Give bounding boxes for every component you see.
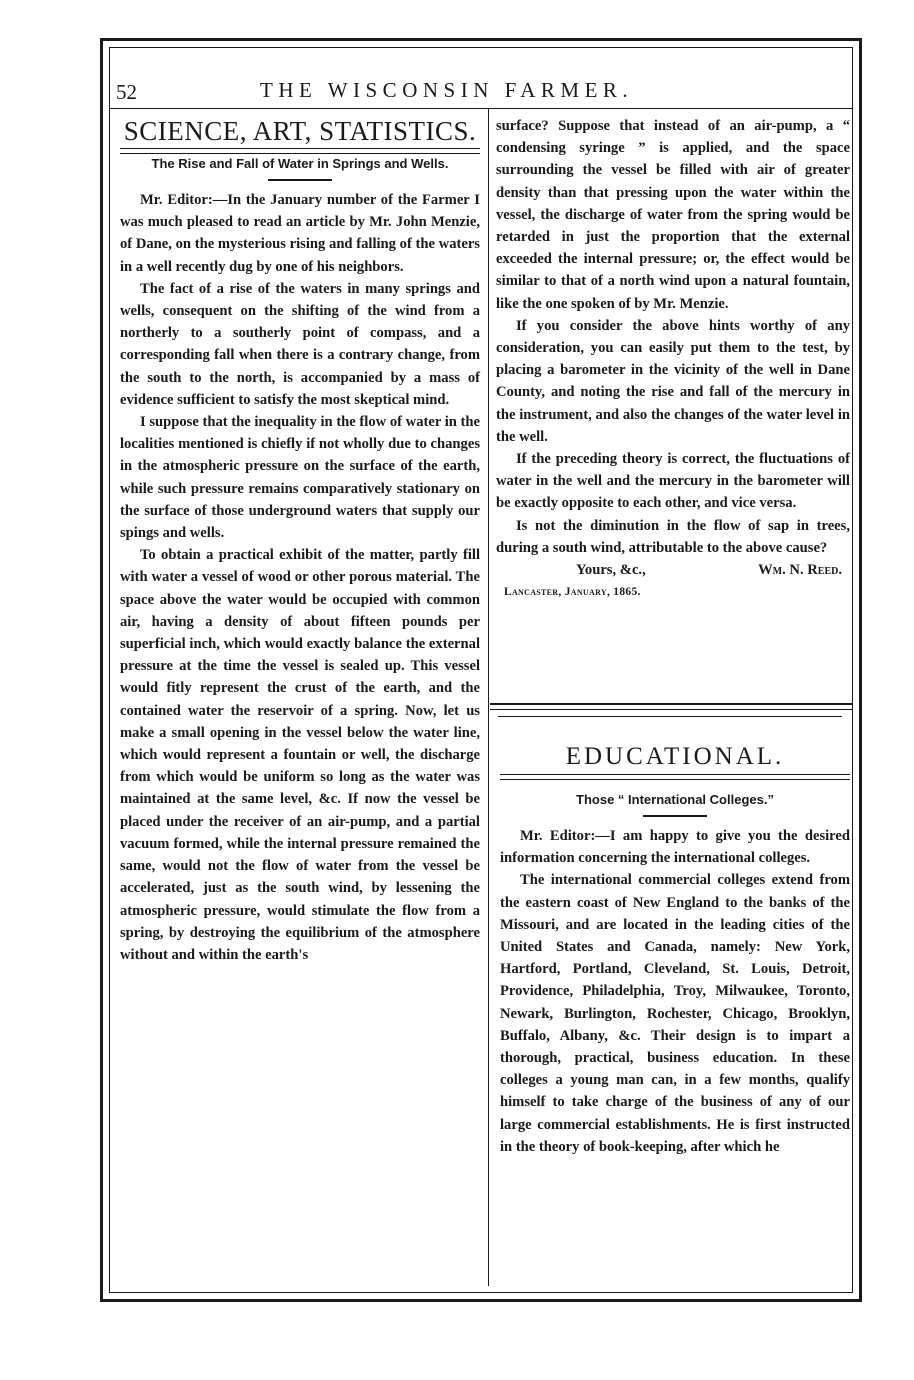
running-head	[110, 74, 852, 108]
section-heading-science: SCIENCE, ART, STATISTICS.	[123, 116, 477, 146]
paragraph: Is not the diminution in the flow of sap in trees, during a south wind, attributable to the above cause?	[496, 517, 850, 556]
column-divider	[488, 109, 489, 1286]
section-rule	[500, 774, 850, 780]
paragraph: surface? Suppose that instead of an air-pump, a “ condensing syringe ” is applied, and the space surrounding the vessel be filled with air of greater density than that pressing upon the water within the vessel, the discharge of water from the spring would be retarded in just the proportion that the external exceeded the internal pressure; or, the effect would be similar to that of a north wind upon a natural fountain, like the one spoken of by Mr. Menzie.	[496, 118, 850, 312]
article-title-springs: The Rise and Fall of Water in Springs and Wells.	[151, 156, 449, 171]
closing: Yours, &c.,	[576, 562, 646, 579]
paragraph: To obtain a practical exhibit of the matter, partly fill with water a vessel of wood or other porous material. The space above the water would be occupied with common air, having a density of about fifteen pounds per superficial inch, which would exactly balance the external pressure at the time the vessel is sealed up. This vessel would fitly represent the crust of the earth, and the contained water the reservoir of a spring. Now, let us make a small opening in the vessel below the water line, which would represent a fountain or well, the discharge from which would be uniform so long as the water was maintained at the same level, &c. If now the vessel be placed under the receiver of an air-pump, and a partial vacuum formed, while the internal pressure remained the same, would not the flow of water from the vessel be accelerated, just as the south wind, by lessening the atmospheric pressure, would stimulate the flow from a spring, by destroying the equilibrium of the atmosphere without and within the earth's	[120, 547, 480, 963]
title-rule	[643, 815, 707, 817]
paragraph: Mr. Editor:—I am happy to give you the desired information concerning the international colleges.	[500, 828, 850, 867]
paragraph: If the preceding theory is correct, the fluctuations of water in the well and the mercury in the barometer will be exactly opposite to each other, and vice versa.	[496, 451, 850, 512]
paragraph: I suppose that the inequality in the flow of water in the localities mentioned is chiefly if not wholly due to changes in the atmospheric pressure on the surface of the earth, while such pressure remains comparatively stationary on the surface of those underground waters that supply our spings and wells.	[120, 414, 480, 542]
journal-title: THE WISCONSIN FARMER.	[260, 78, 634, 102]
paragraph: If you consider the above hints worthy of any consideration, you can easily put them to the test, by placing a barometer in the vicinity of the well in Dane County, and noting the rise and fall of the mercury in the instrument, and also the changes of the water level in the well.	[496, 317, 850, 445]
article-title-colleges: Those “ International Colleges.”	[576, 792, 774, 807]
paragraph: The international commercial colleges extend from the eastern coast of New England to the banks of the Missouri, and are located in the leading cities of the United States and Canada, namely: New York, Hartford, Portland, Cleveland, St. Louis, Detroit, Providence, Philadelphia, Troy, Milwaukee, Toronto, Newark, Burlington, Rochester, Chicago, Brooklyn, Buffalo, Albany, &c. Their design is to impart a thorough, practical, business education. In these colleges a young man can, in a few months, qualify himself to take charge of the business of any of our large commercial establishments. He is first instructed in the theory of book-keeping, after which he	[500, 872, 850, 1155]
right-column-bottom	[500, 740, 850, 1158]
dateline: Lancaster, January, 1865.	[504, 586, 641, 599]
left-column	[120, 114, 480, 966]
right-column-top	[496, 115, 850, 603]
printed-page	[100, 38, 862, 1302]
author-name: Wm. N. Reed.	[758, 562, 842, 579]
page-number: 52	[116, 80, 137, 104]
title-rule	[268, 179, 332, 181]
section-heading-educational: EDUCATIONAL.	[565, 743, 785, 770]
paragraph: Mr. Editor:—In the January number of the Farmer I was much pleased to read an article by Mr. John Menzie, of Dane, on the mysterious rising and falling of the waters in a well recently dug by one of his neighbors.	[120, 192, 480, 275]
page-frame	[109, 47, 853, 1293]
section-separator-thin	[498, 716, 842, 717]
section-separator	[490, 703, 852, 710]
header-rule	[110, 108, 852, 109]
signature-line	[496, 559, 850, 581]
paragraph: The fact of a rise of the waters in many springs and wells, consequent on the shifting of the wind from a northerly to a southerly point of compass, and a corresponding fall when there is a contrary change, from the south to the north, is accompanied by a mass of evidence sufficient to satisfy the most skeptical mind.	[120, 280, 480, 408]
